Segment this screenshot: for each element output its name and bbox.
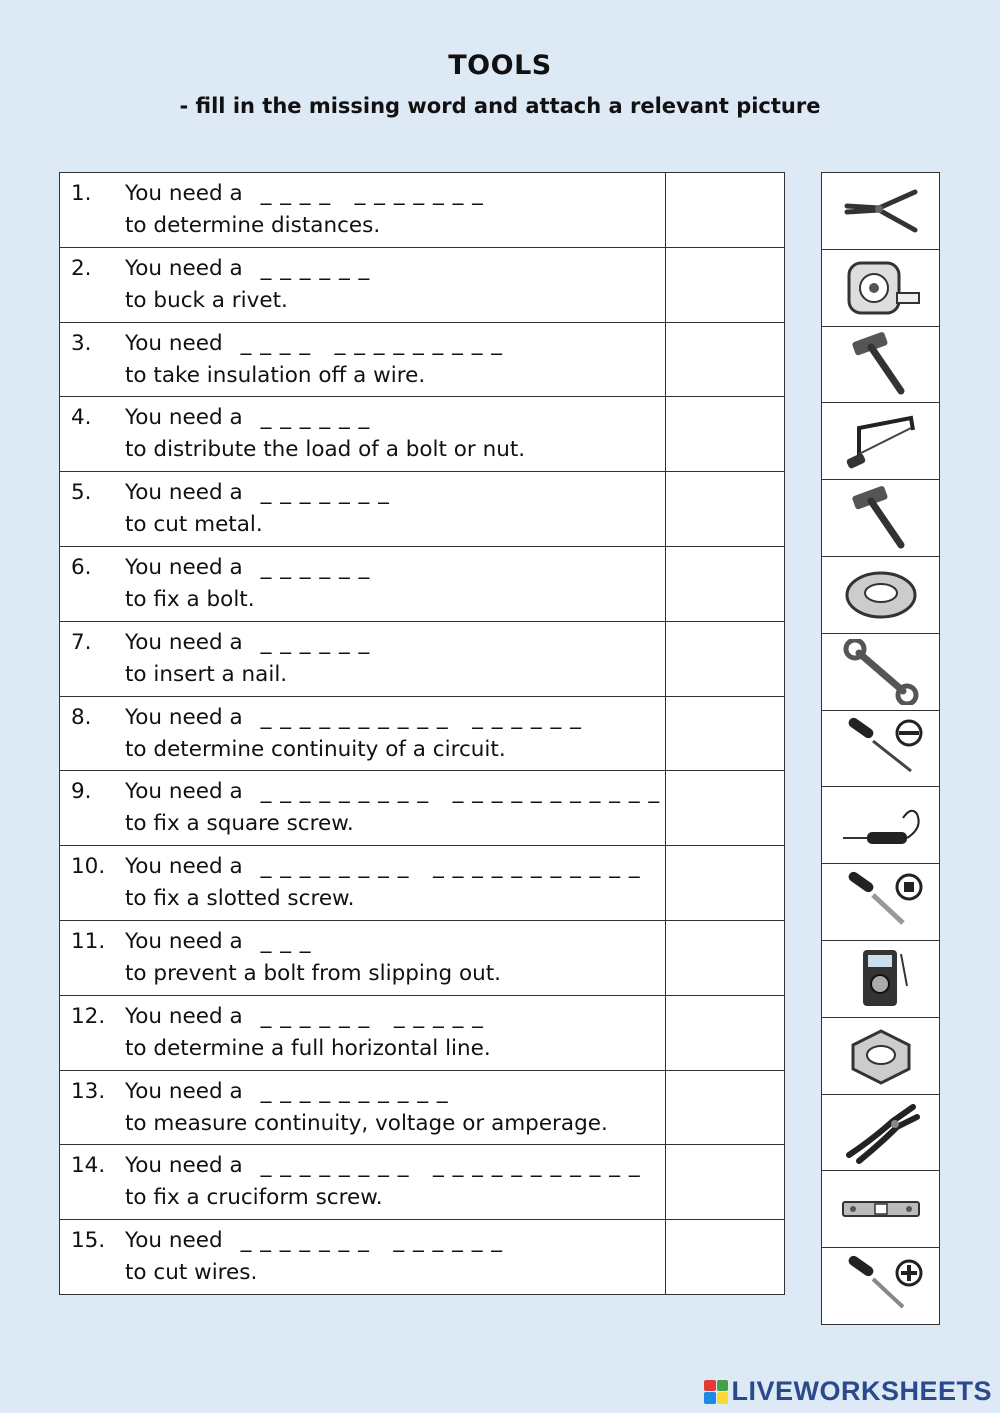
answer-drop-cell[interactable] — [666, 397, 785, 472]
question-row — [60, 247, 785, 322]
question-number: 7. — [71, 629, 92, 655]
question-number: 15. — [71, 1228, 106, 1254]
question-text: to distribute the load of a bolt or nut. — [125, 437, 526, 463]
question-cell — [60, 696, 666, 771]
question-text: to measure continuity, voltage or amperage. — [125, 1110, 608, 1136]
washer-icon — [839, 562, 923, 628]
question-cell — [60, 397, 666, 472]
answer-drop-cell[interactable] — [666, 696, 785, 771]
question-cell — [60, 472, 666, 547]
question-number: 2. — [71, 255, 92, 281]
question-prefix: You need a — [125, 1153, 243, 1179]
question-row — [60, 920, 785, 995]
question-text: to insert a nail. — [125, 661, 288, 687]
answer-blanks: _ _ _ _ _ _ _ _ _ _ _ _ _ _ _ _ _ _ _ — [260, 854, 641, 880]
question-line1 — [125, 1079, 449, 1104]
picture-cell[interactable] — [821, 327, 940, 404]
picture-column — [821, 172, 940, 1325]
question-row — [60, 1070, 785, 1145]
question-prefix: You need — [125, 330, 223, 356]
picture-cell[interactable] — [821, 634, 940, 711]
answer-blanks: _ _ _ _ _ _ _ — [260, 480, 390, 506]
answer-blanks: _ _ _ _ _ _ _ _ _ _ _ _ _ — [240, 330, 504, 356]
answer-drop-cell[interactable] — [666, 846, 785, 921]
question-number: 1. — [71, 181, 92, 206]
question-cell — [60, 322, 666, 397]
question-number: 14. — [71, 1153, 106, 1179]
picture-cell[interactable] — [821, 711, 940, 788]
question-text: to prevent a bolt from slipping out. — [125, 960, 501, 986]
question-number: 5. — [71, 480, 92, 506]
question-prefix: You need a — [125, 854, 243, 880]
question-text: to fix a bolt. — [125, 586, 255, 612]
question-prefix: You need a — [125, 480, 243, 506]
answer-drop-cell[interactable] — [666, 621, 785, 696]
picture-cell[interactable] — [821, 787, 940, 864]
question-line1 — [125, 1228, 503, 1253]
question-cell — [60, 546, 666, 621]
question-text: to determine continuity of a circuit. — [125, 736, 506, 762]
picture-cell[interactable] — [821, 250, 940, 327]
answer-drop-cell[interactable] — [666, 546, 785, 621]
question-text: to fix a cruciform screw. — [125, 1185, 383, 1211]
question-cell — [60, 621, 666, 696]
question-line1 — [125, 256, 370, 281]
slotted-screwdriver-icon — [839, 715, 923, 781]
answer-drop-cell[interactable] — [666, 995, 785, 1070]
question-cell — [60, 920, 666, 995]
picture-cell[interactable] — [821, 403, 940, 480]
question-text: to fix a slotted screw. — [125, 886, 355, 912]
answer-blanks: _ _ _ _ _ _ _ _ _ _ _ _ _ _ _ _ — [260, 704, 582, 730]
multimeter-icon — [839, 946, 923, 1012]
brand-logo-icon — [704, 1380, 728, 1404]
answer-drop-cell[interactable] — [666, 322, 785, 397]
question-row — [60, 397, 785, 472]
answer-blanks: _ _ _ _ _ _ _ _ _ _ _ — [260, 1003, 484, 1029]
question-row — [60, 696, 785, 771]
question-cell — [60, 1070, 666, 1145]
question-prefix: You need a — [125, 779, 243, 805]
picture-cell[interactable] — [821, 480, 940, 557]
question-line1 — [125, 630, 370, 655]
question-line1 — [125, 1004, 484, 1029]
question-line1 — [125, 181, 484, 206]
question-number: 12. — [71, 1003, 106, 1029]
question-row — [60, 771, 785, 846]
question-row — [60, 472, 785, 547]
question-prefix: You need a — [125, 181, 243, 206]
question-cell — [60, 247, 666, 322]
answer-drop-cell[interactable] — [666, 1070, 785, 1145]
question-prefix: You need a — [125, 629, 243, 655]
answer-blanks: _ _ _ _ _ _ — [260, 554, 371, 580]
question-prefix: You need a — [125, 928, 243, 954]
question-number: 10. — [71, 854, 106, 880]
hammer-icon — [839, 331, 923, 397]
hammer-icon — [839, 485, 923, 551]
answer-drop-cell[interactable] — [666, 771, 785, 846]
picture-cell[interactable] — [821, 864, 940, 941]
question-row — [60, 995, 785, 1070]
question-line1 — [125, 779, 660, 804]
question-row — [60, 621, 785, 696]
nut-icon — [839, 1023, 923, 1089]
picture-cell[interactable] — [821, 1018, 940, 1095]
question-text: to fix a square screw. — [125, 811, 354, 837]
brand-text: LIVEWORKSHEETS — [731, 1376, 992, 1406]
question-prefix: You need a — [125, 405, 243, 431]
questions-table — [59, 172, 785, 1295]
question-row — [60, 1145, 785, 1220]
picture-cell[interactable] — [821, 941, 940, 1018]
spirit-level-icon — [839, 1176, 923, 1242]
question-line1 — [125, 1153, 641, 1178]
answer-drop-cell[interactable] — [666, 1145, 785, 1220]
question-number: 11. — [71, 928, 106, 954]
question-text: to determine distances. — [125, 213, 381, 238]
answer-blanks: _ _ _ _ _ _ _ _ _ _ _ _ _ — [240, 1228, 504, 1254]
tape-measure-icon — [839, 255, 923, 321]
worksheet-title: TOOLS — [448, 50, 552, 81]
answer-blanks: _ _ _ _ _ _ — [260, 405, 371, 431]
picture-cell[interactable] — [821, 557, 940, 634]
question-number: 4. — [71, 405, 92, 431]
pliers-icon — [839, 1099, 923, 1165]
question-prefix: You need — [125, 1228, 223, 1254]
picture-cell[interactable] — [821, 1248, 940, 1325]
question-text: to cut metal. — [125, 512, 263, 538]
answer-blanks: _ _ _ _ _ _ _ _ _ _ — [260, 1078, 449, 1104]
liveworksheets-brand — [704, 1376, 992, 1407]
question-prefix: You need a — [125, 1078, 243, 1104]
question-cell — [60, 173, 666, 248]
question-row — [60, 322, 785, 397]
answer-drop-cell[interactable] — [666, 1220, 785, 1295]
question-row — [60, 546, 785, 621]
question-text: to take insulation off a wire. — [125, 362, 426, 388]
wrench-icon — [839, 639, 923, 705]
question-cell — [60, 846, 666, 921]
answer-drop-cell[interactable] — [666, 472, 785, 547]
question-row — [60, 1220, 785, 1295]
question-number: 3. — [71, 330, 92, 356]
question-line1 — [125, 705, 582, 730]
question-line1 — [125, 929, 312, 954]
question-line1 — [125, 480, 390, 505]
question-number: 9. — [71, 779, 92, 805]
picture-cell[interactable] — [821, 1171, 940, 1248]
question-text: to buck a rivet. — [125, 287, 288, 313]
answer-drop-cell[interactable] — [666, 247, 785, 322]
answer-blanks: _ _ _ _ _ _ _ _ _ _ _ — [260, 181, 484, 206]
picture-cell[interactable] — [821, 172, 940, 250]
question-prefix: You need a — [125, 704, 243, 730]
question-number: 8. — [71, 704, 92, 730]
square-screwdriver-icon — [839, 869, 923, 935]
question-prefix: You need a — [125, 1003, 243, 1029]
question-line1 — [125, 555, 370, 580]
phillips-screwdriver-icon — [839, 1253, 923, 1319]
question-number: 13. — [71, 1078, 106, 1104]
answer-blanks: _ _ _ — [260, 928, 312, 954]
answer-blanks: _ _ _ _ _ _ _ _ _ _ _ _ _ _ _ _ _ _ _ _ — [260, 779, 661, 805]
hacksaw-icon — [839, 408, 923, 474]
picture-cell[interactable] — [821, 1095, 940, 1172]
answer-blanks: _ _ _ _ _ _ — [260, 255, 371, 281]
question-cell — [60, 1220, 666, 1295]
worksheet-subtitle: - fill in the missing word and attach a relevant picture — [179, 94, 821, 118]
answer-blanks: _ _ _ _ _ _ — [260, 629, 371, 655]
answer-blanks: _ _ _ _ _ _ _ _ _ _ _ _ _ _ _ _ _ _ _ — [260, 1153, 641, 1179]
question-text: to determine a full horizontal line. — [125, 1035, 491, 1061]
question-text: to cut wires. — [125, 1260, 258, 1286]
question-row — [60, 846, 785, 921]
question-line1 — [125, 854, 641, 879]
question-cell — [60, 995, 666, 1070]
question-cell — [60, 1145, 666, 1220]
question-number: 6. — [71, 554, 92, 580]
question-line1 — [125, 405, 370, 430]
question-prefix: You need a — [125, 255, 243, 281]
answer-drop-cell[interactable] — [666, 173, 785, 248]
answer-drop-cell[interactable] — [666, 920, 785, 995]
question-cell — [60, 771, 666, 846]
question-row — [60, 173, 785, 248]
wire-stripper-icon — [839, 178, 923, 244]
question-line1 — [125, 331, 503, 356]
question-prefix: You need a — [125, 554, 243, 580]
continuity-tester-icon — [839, 792, 923, 858]
